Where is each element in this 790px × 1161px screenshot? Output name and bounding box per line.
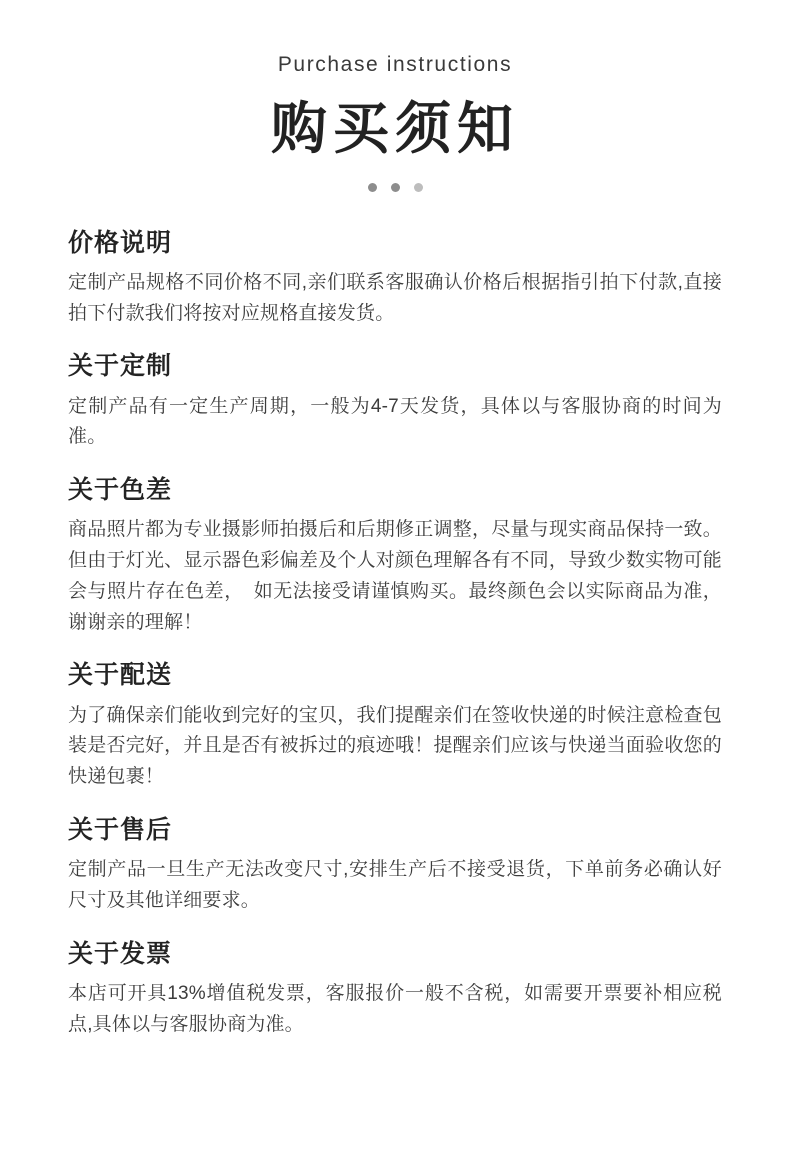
section-body: 定制产品有一定生产周期，一般为4-7天发货，具体以与客服协商的时间为准。 (68, 395, 722, 448)
dot-icon (391, 183, 400, 192)
section-body: 为了确保亲们能收到完好的宝贝，我们提醒亲们在签收快递的时候注意检查包装是否完好，并且是否有被拆过的痕迹哦！提醒亲们应该与快递当面验收您的快递包裹！ (68, 704, 722, 788)
dot-icon (368, 183, 377, 192)
dot-divider (0, 182, 790, 194)
page-title: 购买须知 (271, 97, 519, 161)
section-body: 本店可开具13%增值税发票，客服报价一般不含税，如需要开票要补相应税点,具体以与客服协商为准。 (68, 983, 722, 1035)
section-body: 商品照片都为专业摄影师拍摄后和后期修正调整，尽量与现实商品保持一致。但由于灯光、显示器色彩偏差及个人对颜色理解各有不同，导致少数实物可能会与照片存在色差， 如无法接受请谨慎购买。最终颜色会以实际商品为准，谢谢亲的理解！ (68, 519, 722, 633)
section-invoice (68, 939, 722, 1041)
section-delivery (68, 660, 722, 793)
sections-container (0, 194, 790, 1081)
section-color-difference (68, 475, 722, 638)
section-title: 关于色差 (68, 476, 173, 505)
section-title: 关于售后 (68, 816, 173, 844)
header-eyebrow: Purchase instructions (277, 53, 513, 76)
section-title: 关于发票 (68, 939, 173, 968)
section-body: 定制产品一旦生产无法改变尺寸,安排生产后不接受退货，下单前务必确认好尺寸及其他详细要求。 (68, 859, 722, 912)
section-customization (68, 351, 722, 453)
section-body: 定制产品规格不同价格不同,亲们联系客服确认价格后根据指引拍下付款,直接拍下付款我们将按对应规格直接发货。 (68, 271, 722, 324)
page-header (0, 0, 790, 194)
section-title: 关于配送 (68, 661, 173, 690)
section-title: 关于定制 (68, 352, 173, 381)
section-price (68, 228, 722, 330)
section-title: 价格说明 (68, 228, 173, 257)
dot-icon (414, 183, 423, 192)
section-after-sales (68, 815, 722, 917)
